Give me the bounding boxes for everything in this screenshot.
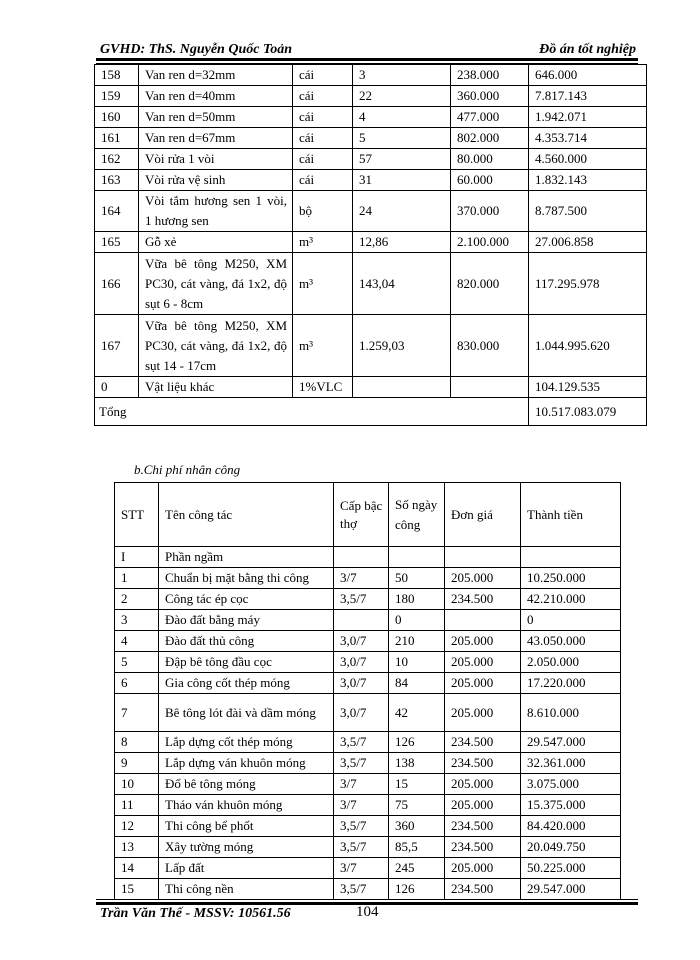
- row-work-days: [389, 547, 445, 568]
- table-row: [115, 753, 621, 774]
- row-amount: 50.225.000: [521, 858, 621, 879]
- row-unit-price: 477.000: [451, 107, 529, 128]
- row-work-name: Thi công nền: [159, 879, 334, 900]
- row-amount: 0: [521, 610, 621, 631]
- row-work-days: 50: [389, 568, 445, 589]
- row-stt: 167: [95, 315, 139, 377]
- row-unit-price: 205.000: [445, 795, 521, 816]
- row-unit-price: 205.000: [445, 673, 521, 694]
- table-row: [115, 589, 621, 610]
- table-row: [115, 879, 621, 900]
- row-worker-grade: 3/7: [334, 858, 389, 879]
- row-unit-price: [445, 610, 521, 631]
- row-unit: cái: [293, 170, 353, 191]
- header-document-title: Đồ án tốt nghiệp: [539, 42, 636, 57]
- row-stt: 15: [115, 879, 159, 900]
- table-row: [95, 315, 647, 377]
- table-row: [115, 673, 621, 694]
- row-unit-price: 360.000: [451, 86, 529, 107]
- table-row: [95, 377, 647, 398]
- row-amount: 10.250.000: [521, 568, 621, 589]
- row-amount: 646.000: [529, 65, 647, 86]
- row-worker-grade: 3,0/7: [334, 652, 389, 673]
- row-stt: 12: [115, 816, 159, 837]
- row-work-days: 126: [389, 732, 445, 753]
- row-unit-price: 238.000: [451, 65, 529, 86]
- row-work-days: 10: [389, 652, 445, 673]
- row-work-days: 84: [389, 673, 445, 694]
- row-amount: 8.787.500: [529, 191, 647, 232]
- row-unit: cái: [293, 128, 353, 149]
- row-work-name: Gia công cốt thép móng: [159, 673, 334, 694]
- row-unit-price: 80.000: [451, 149, 529, 170]
- row-unit-price: 234.500: [445, 732, 521, 753]
- row-unit: bộ: [293, 191, 353, 232]
- row-amount: 29.547.000: [521, 879, 621, 900]
- row-amount: [521, 547, 621, 568]
- row-amount: 4.353.714: [529, 128, 647, 149]
- header-amount: Thành tiền: [521, 483, 621, 547]
- row-work-name: Tháo ván khuôn móng: [159, 795, 334, 816]
- row-amount: 29.547.000: [521, 732, 621, 753]
- row-quantity: 22: [353, 86, 451, 107]
- row-stt: 3: [115, 610, 159, 631]
- row-unit: 1%VLC: [293, 377, 353, 398]
- row-unit-price: [451, 377, 529, 398]
- table-row: [95, 191, 647, 232]
- row-amount: 3.075.000: [521, 774, 621, 795]
- row-stt: 166: [95, 253, 139, 315]
- row-worker-grade: 3/7: [334, 795, 389, 816]
- row-material-name: Gỗ xẻ: [139, 232, 293, 253]
- row-material-name: Vòi tắm hương sen 1 vòi, 1 hương sen: [139, 191, 293, 232]
- row-unit-price: 370.000: [451, 191, 529, 232]
- labor-table-header-row: [115, 483, 621, 547]
- row-unit-price: 234.500: [445, 837, 521, 858]
- table-row: [95, 128, 647, 149]
- row-worker-grade: 3,0/7: [334, 673, 389, 694]
- header-work-days: Số ngày công: [389, 483, 445, 547]
- row-unit-price: 234.500: [445, 753, 521, 774]
- table-row: [95, 170, 647, 191]
- row-amount: 42.210.000: [521, 589, 621, 610]
- row-stt: 160: [95, 107, 139, 128]
- row-unit-price: 205.000: [445, 631, 521, 652]
- row-quantity: 57: [353, 149, 451, 170]
- row-worker-grade: 3,5/7: [334, 732, 389, 753]
- row-work-days: 245: [389, 858, 445, 879]
- row-work-name: Công tác ép cọc: [159, 589, 334, 610]
- table-row: [115, 547, 621, 568]
- total-label: Tổng: [95, 398, 529, 426]
- row-quantity: 5: [353, 128, 451, 149]
- row-stt: 14: [115, 858, 159, 879]
- table-row: [115, 816, 621, 837]
- row-amount: 27.006.858: [529, 232, 647, 253]
- row-unit: cái: [293, 107, 353, 128]
- row-unit-price: [445, 547, 521, 568]
- materials-cost-table: [94, 64, 647, 426]
- row-worker-grade: 3,5/7: [334, 753, 389, 774]
- row-work-name: Chuẩn bị mặt bằng thi công: [159, 568, 334, 589]
- header-rule-thick: [96, 58, 638, 61]
- row-stt: 4: [115, 631, 159, 652]
- row-worker-grade: [334, 547, 389, 568]
- row-amount: 32.361.000: [521, 753, 621, 774]
- page-header: [100, 40, 636, 60]
- row-stt: 164: [95, 191, 139, 232]
- row-material-name: Van ren d=50mm: [139, 107, 293, 128]
- row-worker-grade: 3/7: [334, 568, 389, 589]
- row-unit-price: 2.100.000: [451, 232, 529, 253]
- row-material-name: Van ren d=40mm: [139, 86, 293, 107]
- table-row: [115, 652, 621, 673]
- row-quantity: 12,86: [353, 232, 451, 253]
- row-stt: 8: [115, 732, 159, 753]
- row-worker-grade: 3,0/7: [334, 694, 389, 732]
- row-unit-price: 205.000: [445, 568, 521, 589]
- total-amount: 10.517.083.079: [529, 398, 647, 426]
- table-row: [115, 631, 621, 652]
- header-worker-grade: Cấp bậc thợ: [334, 483, 389, 547]
- row-stt: I: [115, 547, 159, 568]
- header-work-name: Tên công tác: [159, 483, 334, 547]
- row-work-days: 75: [389, 795, 445, 816]
- row-worker-grade: 3,5/7: [334, 879, 389, 900]
- row-quantity: 3: [353, 65, 451, 86]
- row-material-name: Vữa bê tông M250, XM PC30, cát vàng, đá 1x2, độ sụt 14 - 17cm: [139, 315, 293, 377]
- row-worker-grade: [334, 610, 389, 631]
- row-stt: 0: [95, 377, 139, 398]
- row-stt: 1: [115, 568, 159, 589]
- row-stt: 162: [95, 149, 139, 170]
- row-work-name: Lấp đất: [159, 858, 334, 879]
- row-unit-price: 234.500: [445, 589, 521, 610]
- row-amount: 84.420.000: [521, 816, 621, 837]
- row-material-name: Vữa bê tông M250, XM PC30, cát vàng, đá 1x2, độ sụt 6 - 8cm: [139, 253, 293, 315]
- row-unit-price: 234.500: [445, 879, 521, 900]
- row-material-name: Van ren d=67mm: [139, 128, 293, 149]
- row-work-name: Xây tường móng: [159, 837, 334, 858]
- row-unit-price: 60.000: [451, 170, 529, 191]
- row-stt: 158: [95, 65, 139, 86]
- row-quantity: 1.259,03: [353, 315, 451, 377]
- row-quantity: 143,04: [353, 253, 451, 315]
- row-unit-price: 205.000: [445, 774, 521, 795]
- row-unit-price: 802.000: [451, 128, 529, 149]
- row-stt: 9: [115, 753, 159, 774]
- row-amount: 117.295.978: [529, 253, 647, 315]
- row-stt: 13: [115, 837, 159, 858]
- row-amount: 1.044.995.620: [529, 315, 647, 377]
- row-stt: 161: [95, 128, 139, 149]
- row-work-name: Đập bê tông đầu cọc: [159, 652, 334, 673]
- row-unit-price: 205.000: [445, 694, 521, 732]
- table-row: [115, 774, 621, 795]
- row-unit-price: 830.000: [451, 315, 529, 377]
- labor-cost-table: [114, 482, 621, 900]
- row-material-name: Vòi rửa vệ sinh: [139, 170, 293, 191]
- footer-rule-thin: [96, 899, 638, 900]
- row-stt: 7: [115, 694, 159, 732]
- row-stt: 163: [95, 170, 139, 191]
- table-row: [95, 149, 647, 170]
- row-stt: 6: [115, 673, 159, 694]
- row-work-days: 15: [389, 774, 445, 795]
- row-quantity: [353, 377, 451, 398]
- row-quantity: 31: [353, 170, 451, 191]
- row-worker-grade: 3/7: [334, 774, 389, 795]
- table-row: [115, 795, 621, 816]
- section-b-caption: b.Chi phí nhân công: [134, 462, 241, 477]
- row-stt: 159: [95, 86, 139, 107]
- row-worker-grade: 3,5/7: [334, 816, 389, 837]
- footer-author: Trần Văn Thế - MSSV: 10561.56: [100, 906, 291, 921]
- row-unit: m³: [293, 253, 353, 315]
- row-work-days: 360: [389, 816, 445, 837]
- row-work-days: 180: [389, 589, 445, 610]
- row-quantity: 4: [353, 107, 451, 128]
- row-amount: 15.375.000: [521, 795, 621, 816]
- table-row: [95, 232, 647, 253]
- table-row: [115, 694, 621, 732]
- row-material-name: Van ren d=32mm: [139, 65, 293, 86]
- table-row: [115, 858, 621, 879]
- row-stt: 11: [115, 795, 159, 816]
- table-row: [95, 107, 647, 128]
- row-work-name: Đào đất bằng máy: [159, 610, 334, 631]
- header-supervisor: GVHD: ThS. Nguyễn Quốc Toản: [100, 42, 293, 57]
- row-unit-price: 205.000: [445, 858, 521, 879]
- table-row: [115, 837, 621, 858]
- table-row: [115, 610, 621, 631]
- page-number: 104: [356, 904, 379, 920]
- header-stt: STT: [115, 483, 159, 547]
- row-stt: 165: [95, 232, 139, 253]
- row-worker-grade: 3,5/7: [334, 589, 389, 610]
- row-work-name: Đổ bê tông móng: [159, 774, 334, 795]
- row-unit: m³: [293, 315, 353, 377]
- row-work-name: Lắp dựng ván khuôn móng: [159, 753, 334, 774]
- row-unit: cái: [293, 86, 353, 107]
- row-work-days: 210: [389, 631, 445, 652]
- row-work-name: Đào đất thủ công: [159, 631, 334, 652]
- row-work-days: 42: [389, 694, 445, 732]
- table-row: [95, 65, 647, 86]
- row-amount: 17.220.000: [521, 673, 621, 694]
- row-amount: 20.049.750: [521, 837, 621, 858]
- row-work-days: 126: [389, 879, 445, 900]
- row-worker-grade: 3,0/7: [334, 631, 389, 652]
- row-stt: 10: [115, 774, 159, 795]
- table-row: [95, 253, 647, 315]
- table-row: [95, 86, 647, 107]
- row-work-name: Lắp dựng cốt thép móng: [159, 732, 334, 753]
- row-unit: cái: [293, 149, 353, 170]
- row-unit-price: 820.000: [451, 253, 529, 315]
- row-amount: 43.050.000: [521, 631, 621, 652]
- row-amount: 4.560.000: [529, 149, 647, 170]
- row-work-days: 138: [389, 753, 445, 774]
- row-amount: 8.610.000: [521, 694, 621, 732]
- row-unit: m³: [293, 232, 353, 253]
- row-work-name: Thi công bể phốt: [159, 816, 334, 837]
- row-unit-price: 234.500: [445, 816, 521, 837]
- row-material-name: Vòi rửa 1 vòi: [139, 149, 293, 170]
- row-work-days: 85,5: [389, 837, 445, 858]
- row-work-name: Phần ngầm: [159, 547, 334, 568]
- header-unit-price: Đơn giá: [445, 483, 521, 547]
- table-row: [115, 568, 621, 589]
- total-row: [95, 398, 647, 426]
- row-amount: 1.942.071: [529, 107, 647, 128]
- row-worker-grade: 3,5/7: [334, 837, 389, 858]
- row-quantity: 24: [353, 191, 451, 232]
- row-material-name: Vật liệu khác: [139, 377, 293, 398]
- row-stt: 5: [115, 652, 159, 673]
- row-unit-price: 205.000: [445, 652, 521, 673]
- row-amount: 1.832.143: [529, 170, 647, 191]
- row-work-days: 0: [389, 610, 445, 631]
- row-work-name: Bê tông lót đài và dầm móng: [159, 694, 334, 732]
- row-amount: 104.129.535: [529, 377, 647, 398]
- row-unit: cái: [293, 65, 353, 86]
- table-row: [115, 732, 621, 753]
- row-stt: 2: [115, 589, 159, 610]
- row-amount: 2.050.000: [521, 652, 621, 673]
- row-amount: 7.817.143: [529, 86, 647, 107]
